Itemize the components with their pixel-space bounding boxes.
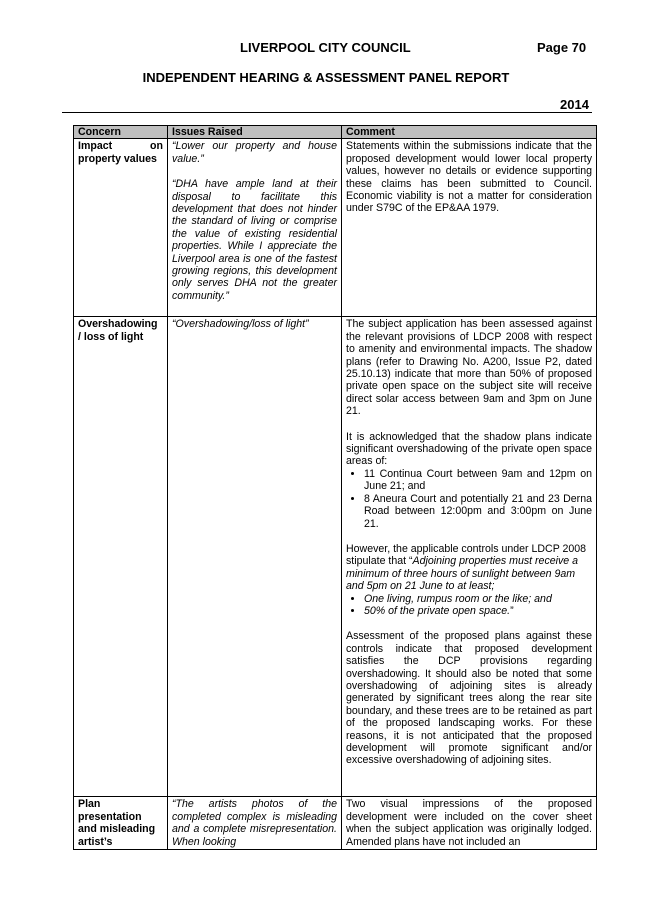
submissions-table: [73, 125, 597, 850]
list-item-text: 50% of the private open space.: [364, 604, 511, 617]
closing-quote: ”: [510, 604, 514, 617]
comment-paragraph: The subject application has been assessed against the relevant provisions of LDCP 2008 with respect to amenity and environmental impacts. The shadow plans (refer to Drawing No. A200, Issue P2, dated 25.10.13) indicate that more than 50% of proposed private open space on the subject site will receive direct solar access between 9am and 3pm on June 21.: [346, 318, 592, 418]
concern-cell: Plan presentation and misleading artist’s: [74, 797, 168, 850]
list-item: [364, 605, 592, 617]
overshadowed-sites-list: [346, 468, 592, 530]
column-header-issues: Issues Raised: [168, 126, 342, 139]
issue-quote: “Overshadowing/loss of light”: [172, 318, 309, 331]
report-title: INDEPENDENT HEARING & ASSESSMENT PANEL REPORT: [142, 70, 510, 85]
control-lead-text: However, the applicable controls under LDCP 2008 stipulate that “: [346, 542, 587, 568]
issues-cell: [168, 317, 342, 797]
concern-cell: Overshadowing / loss of light: [74, 317, 168, 797]
comment-paragraph: Two visual impressions of the proposed development were included on the cover sheet when the subject application was originally lodged. Amended plans have not included an: [346, 798, 592, 848]
comment-paragraph: It is acknowledged that the shadow plans indicate significant overshadowing of the private open space areas of:: [346, 430, 592, 468]
table-row: [74, 317, 597, 797]
list-item: • 11 Continua Court between 9am and 12pm on June 21; and: [364, 468, 592, 493]
comment-cell: [342, 797, 597, 850]
comment-paragraph: Assessment of the proposed plans against these controls indicate that proposed development satisfies the DCP provisions regarding overshadowing. It should also be noted that some overshadowing of adjoining sites is already generated by significant trees along the rear site boundary, and these trees are to be retained as part of the proposed landscaping works. For these reasons, it is not anticipated that the proposed development will promote significant and/or excessive overshadowing of adjoining sites.: [346, 630, 592, 767]
list-item: • One living, rumpus room or the like; and: [364, 593, 592, 605]
table-header-row: [74, 126, 597, 139]
column-header-concern: Concern: [74, 126, 168, 139]
report-year: 2014: [560, 97, 589, 112]
issue-quote: “The artists photos of the completed complex is misleading and a complete misrepresentation. When looking: [172, 798, 337, 848]
issues-cell: [168, 139, 342, 317]
comment-paragraph: [346, 543, 592, 593]
header-rule: [62, 112, 592, 113]
control-quote: Adjoining properties must receive a minimum of three hours of sunlight between 9am and 5pm on 21 June to at least;: [346, 555, 579, 593]
comment-paragraph: Statements within the submissions indicate that the proposed development would lower local property values, however no details or evidence supporting these claims has been submitted to Council. Economic viability is not a matter for consideration under S79C of the EP&AA 1979.: [346, 140, 592, 215]
page-number: Page 70: [537, 40, 587, 55]
table-row: [74, 797, 597, 850]
organisation-name: LIVERPOOL CITY COUNCIL: [240, 40, 411, 55]
issues-cell: [168, 797, 342, 850]
comment-cell: [342, 139, 597, 317]
issue-quote: “DHA have ample land at their disposal to facilitate this development that does not hinder the standard of living or comprise the value of existing residential properties. While I appreciate the Liverpool area is one of the fastest growing regions, this development only serves DHA not the greater community.”: [172, 178, 337, 302]
column-header-comment: Comment: [342, 126, 597, 139]
list-item: • 8 Aneura Court and potentially 21 and 23 Derna Road between 12:00pm and 3:00pm on June 21.: [364, 493, 592, 530]
concern-cell: Impact on property values: [74, 139, 168, 317]
table-row: [74, 139, 597, 317]
issue-quote: “Lower our property and house value.”: [172, 140, 337, 165]
control-quote-list: [346, 593, 592, 618]
comment-cell: [342, 317, 597, 797]
